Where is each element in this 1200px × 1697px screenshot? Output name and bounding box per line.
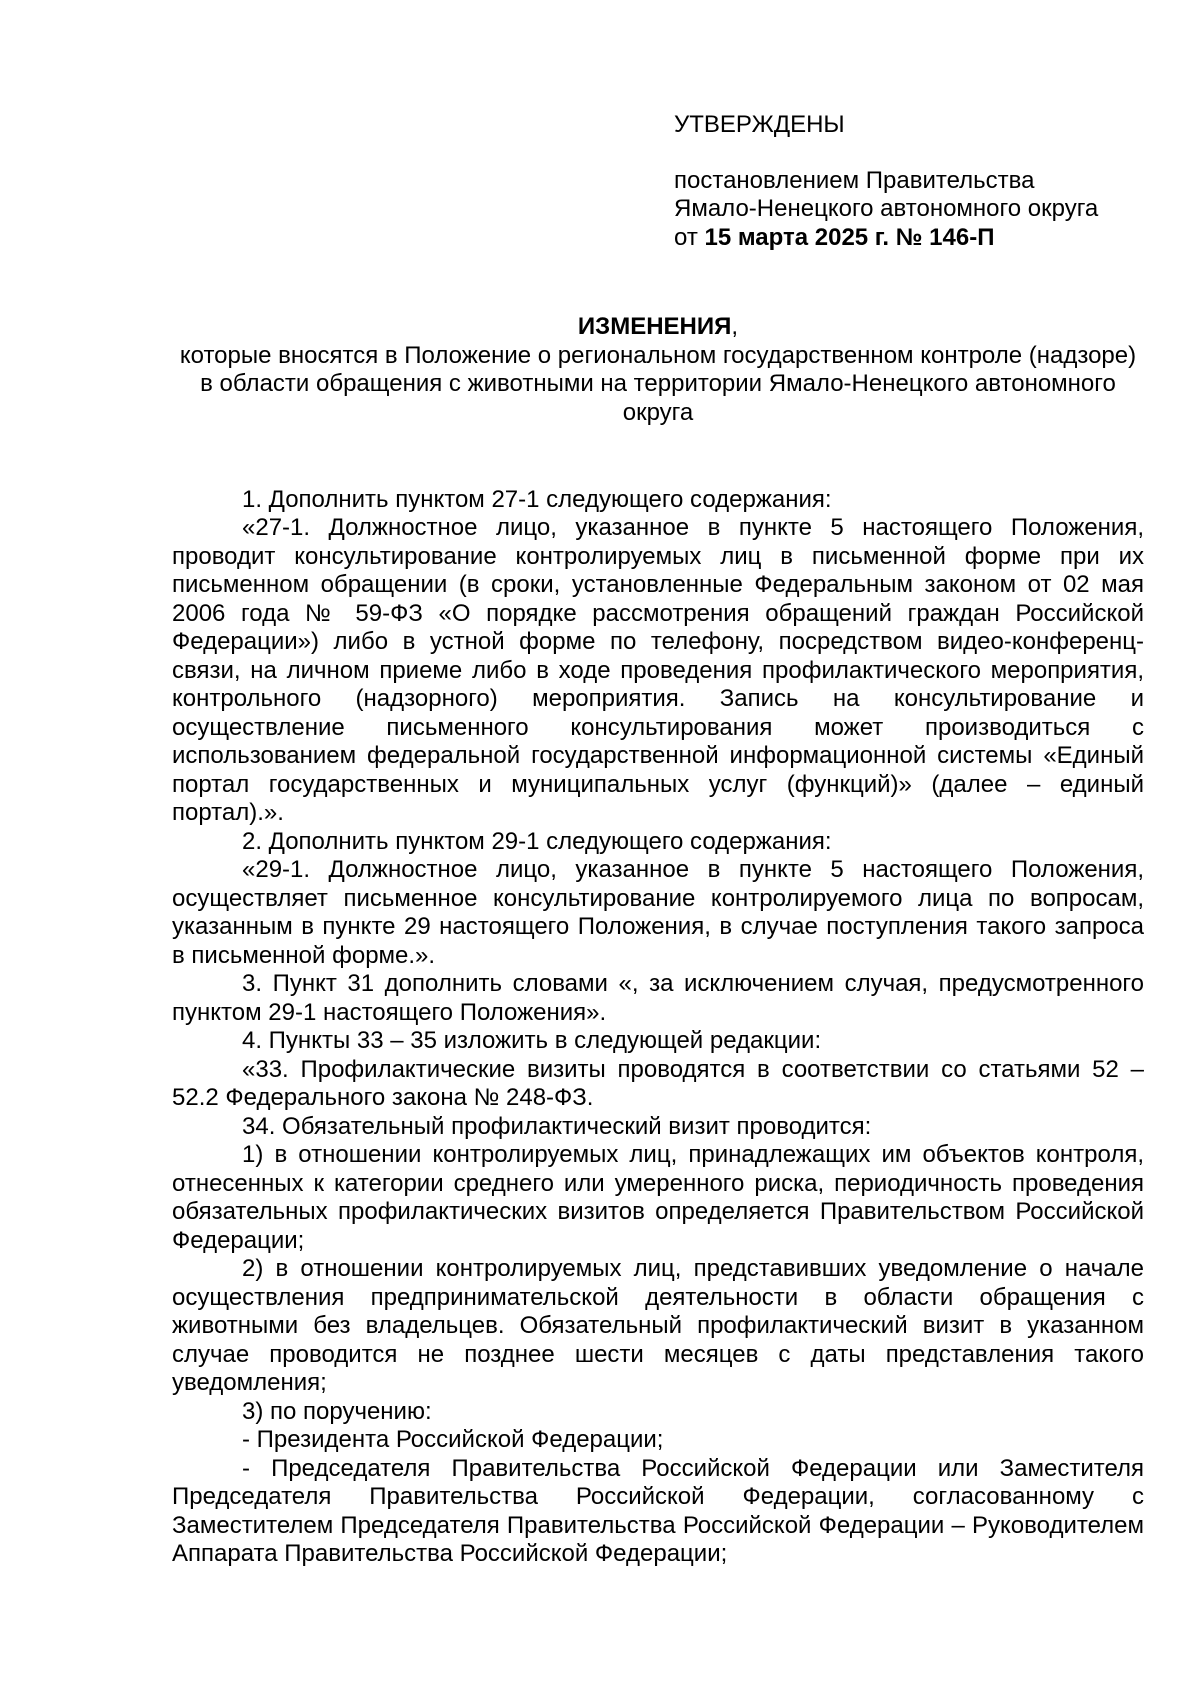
paragraph: 34. Обязательный профилактический визит проводится:	[242, 1112, 872, 1140]
approval-stamp	[674, 111, 1154, 252]
paragraph: 2) в отношении контролируемых лиц, представивших уведомление о начале осуществления предпринимательской деятельности в области обращения с животными без владельцев. Обязательный профилактический визит в указанном случае проводится не позднее шести месяцев с даты представления такого уведомления;	[172, 1255, 1144, 1396]
paragraph: «33. Профилактические визиты проводятся в соответствии со статьями 52 – 52.2 Федерального закона № 248-ФЗ.	[172, 1055, 1144, 1111]
paragraph: 3. Пункт 31 дополнить словами «, за исключением случая, предусмотренного пунктом 29-1 настоящего Положения».	[172, 970, 1144, 1026]
paragraph: 4. Пункты 33 – 35 изложить в следующей редакции:	[242, 1027, 822, 1054]
heading-title: ИЗМЕНЕНИЯ	[577, 313, 732, 340]
approval-line-1: постановлением Правительства	[674, 166, 1035, 194]
paragraph: 1. Дополнить пунктом 27-1 следующего содержания:	[242, 485, 832, 513]
approval-title: УТВЕРЖДЕНЫ	[674, 111, 845, 138]
heading-subtitle: которые вносятся в Положение о региональном государственном контроле (надзоре) в области обращения с животными на территории Ямало-Ненецкого автономного округа	[179, 341, 1137, 426]
paragraph: «29-1. Должностное лицо, указанное в пункте 5 настоящего Положения, осуществляет письменное консультирование контролируемого лица по вопросам, указанным в пункте 29 настоящего Положения, в случае поступления такого запроса в письменной форме.».	[172, 856, 1144, 969]
paragraph: «27-1. Должностное лицо, указанное в пункте 5 настоящего Положения, проводит консультирование контролируемых лиц в письменной форме при их письменном обращении (в сроки, установленные Федеральным законом от 02 мая 2006 года № 59-ФЗ «О порядке рассмотрения обращений граждан Российской Федерации») либо в устной форме по телефону, посредством видео-конференц-связи, на личном приеме либо в ходе проведения профилактического мероприятия, контрольного (надзорного) мероприятия. Запись на консультирование и осуществление письменного консультирования может производиться с использованием федеральной государственной информационной системы «Единый портал государственных и муниципальных услуг (функций)» (далее – единый портал).».	[172, 514, 1144, 826]
approval-date-number: 15 марта 2025 г. № 146-П	[704, 223, 995, 251]
paragraph: 1) в отношении контролируемых лиц, принадлежащих им объектов контроля, отнесенных к категории среднего или умеренного риска, периодичность проведения обязательных профилактических визитов определяется Правительством Российской Федерации;	[172, 1141, 1144, 1254]
approval-date	[674, 224, 1154, 253]
paragraph: - Президента Российской Федерации;	[242, 1426, 664, 1453]
approval-line-2: Ямало-Ненецкого автономного округа	[674, 195, 1099, 222]
document-heading	[172, 313, 1144, 427]
paragraph: - Председателя Правительства Российской Федерации или Заместителя Председателя Правительства Российской Федерации, согласованному с Заместителем Председателя Правительства Российской Федерации – Руководителем Аппарата Правительства Российской Федерации;	[172, 1454, 1144, 1567]
paragraph: 3) по поручению:	[242, 1397, 432, 1425]
heading-title-suffix: ,	[731, 313, 739, 340]
paragraph: 2. Дополнить пунктом 29-1 следующего содержания:	[242, 827, 832, 855]
approval-date-prefix: от	[674, 223, 705, 251]
heading-title-line	[172, 313, 1144, 342]
document-body	[172, 486, 1144, 1569]
